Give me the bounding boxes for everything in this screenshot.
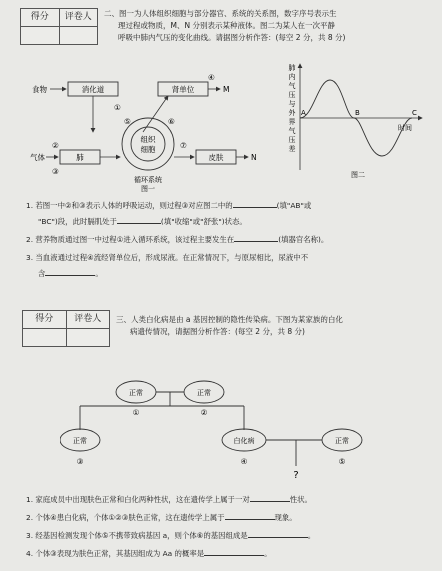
s3-q2-blank[interactable] bbox=[225, 519, 275, 520]
score-cell bbox=[23, 329, 66, 346]
score-cell bbox=[21, 27, 59, 44]
fig2-ylabel-char: 气 bbox=[288, 82, 296, 90]
fig2-ylabel-char: 与 bbox=[288, 100, 296, 108]
s2-q1-blank-1[interactable] bbox=[233, 207, 277, 208]
label-gas: 气体 bbox=[30, 153, 45, 162]
caption-fig2: 图二 bbox=[351, 171, 365, 179]
score-box-section2 bbox=[20, 8, 98, 45]
s2-q3-blank[interactable] bbox=[45, 275, 95, 276]
svg-text:正常: 正常 bbox=[197, 389, 211, 397]
svg-text:④: ④ bbox=[240, 457, 248, 466]
fig2-ylabel-char: 界 bbox=[288, 118, 296, 126]
s3-q4-blank[interactable] bbox=[204, 555, 264, 556]
fig2-point-c: C bbox=[412, 109, 417, 117]
label-tissue-1: 组织 bbox=[140, 135, 156, 144]
fig2-ylabel-char: 压 bbox=[288, 91, 296, 99]
svg-text:正常: 正常 bbox=[335, 437, 349, 445]
fig2-point-a: A bbox=[301, 109, 306, 117]
label-digestive: 消化道 bbox=[81, 85, 105, 94]
fig2-ylabel-char: 压 bbox=[288, 136, 296, 144]
caption-fig1: 图一 bbox=[141, 185, 155, 192]
s3-question-1: 1. 家庭成员中出现肤色正常和白化两种性状，这在遗传学上属于一对 性状。 bbox=[26, 495, 312, 504]
s3-q3-blank[interactable] bbox=[248, 537, 308, 538]
num-2: ② bbox=[52, 141, 59, 150]
label-n: N bbox=[251, 153, 257, 162]
fig2-ylabel-char: 气 bbox=[288, 127, 296, 135]
reviewer-label: 评卷人 bbox=[59, 9, 98, 26]
label-kidney: 肾单位 bbox=[171, 85, 195, 94]
s3-question-2: 2. 个体④患白化病，个体①②③肤色正常，这在遗传学上属于 现象。 bbox=[26, 513, 297, 522]
svg-text:⑤: ⑤ bbox=[338, 457, 346, 466]
num-4: ④ bbox=[208, 73, 215, 82]
score-label: 得分 bbox=[35, 314, 54, 324]
svg-text:①: ① bbox=[132, 408, 140, 417]
label-skin: 皮肤 bbox=[208, 153, 224, 162]
s2-question-3-line1: 3. 当血液通过过程④流经肾单位后，形成尿液。在正常情况下，与原尿相比，尿液中不 bbox=[26, 253, 309, 262]
num-5: ⑤ bbox=[124, 117, 131, 126]
fig2-xlabel: 时间 bbox=[398, 124, 412, 132]
s2-question-2: 2. 营养物质通过图一中过程①进入循环系统，该过程主要发生在 (填器官名称)。 bbox=[26, 235, 329, 244]
svg-text:②: ② bbox=[200, 408, 208, 417]
s3-question-4: 4. 个体③表现为肤色正常，其基因组成为 Aa 的概率是 。 bbox=[26, 549, 272, 558]
label-tissue-2: 细胞 bbox=[140, 145, 156, 154]
fig2-ylabel-char: 外 bbox=[288, 109, 296, 117]
label-m: M bbox=[223, 85, 230, 94]
person-6-unknown: ? bbox=[293, 470, 299, 481]
fig2-ylabel bbox=[289, 63, 297, 153]
section2-intro: 二、图一为人体组织细胞与部分器官、系统的关系图，数字序号表示生 理过程或物质，M、N 分别表示某种液体。图二为某人在一次平静 呼吸中肺内气压的变化曲线。请据图分析作答：(每空 2 分，共 8 分) bbox=[104, 9, 346, 42]
svg-text:正常: 正常 bbox=[129, 389, 143, 397]
svg-text:③: ③ bbox=[76, 457, 84, 466]
reviewer-label: 评卷人 bbox=[66, 311, 110, 328]
s2-q1-blank-2[interactable] bbox=[117, 223, 161, 224]
num-7: ⑦ bbox=[180, 141, 187, 150]
circle-tissue bbox=[131, 127, 165, 161]
reviewer-cell bbox=[66, 329, 110, 346]
s2-question-1-line1: 1. 若图一中②和③表示人体的呼吸运动，则过程③对应图二中的 (填"AB"或 bbox=[26, 201, 312, 210]
s2-question-1-line2: "BC")段，此时膈肌处于 (填"收缩"或"舒张")状态。 bbox=[38, 217, 247, 226]
s2-question-3-line2: 含 。 bbox=[38, 269, 103, 278]
s2-q2-blank[interactable] bbox=[234, 241, 278, 242]
num-6: ⑥ bbox=[168, 117, 175, 126]
svg-text:白化病: 白化病 bbox=[233, 437, 255, 445]
label-lung: 肺 bbox=[76, 153, 84, 162]
score-label: 得分 bbox=[30, 12, 49, 22]
num-1: ① bbox=[114, 103, 121, 112]
s3-question-3: 3. 经基因检测发现个体⑤不携带致病基因 a，则个体⑥的基因组成是 。 bbox=[26, 531, 316, 540]
pedigree-diagram bbox=[60, 376, 380, 486]
fig2-point-b: B bbox=[355, 109, 360, 117]
figure-2-chart bbox=[288, 60, 428, 180]
reviewer-cell bbox=[59, 27, 98, 44]
fig2-ylabel-char: 肺 bbox=[288, 64, 296, 72]
section3-intro: 三、人类白化病是由 a 基因控制的隐性传染病。下图为某家族的白化 病遗传情况，请据图分析作答：(每空 2 分，共 8 分) bbox=[116, 315, 343, 336]
label-circulation: 循环系统 bbox=[134, 176, 162, 184]
s3-q1-blank[interactable] bbox=[250, 501, 290, 502]
label-food: 食物 bbox=[32, 85, 47, 94]
score-box-section3 bbox=[22, 310, 110, 347]
svg-text:正常: 正常 bbox=[73, 437, 87, 445]
fig2-ylabel-char: 内 bbox=[288, 73, 296, 81]
figure-1-diagram bbox=[18, 72, 278, 192]
fig2-ylabel-char: 差 bbox=[288, 145, 296, 153]
num-3: ③ bbox=[52, 167, 59, 176]
